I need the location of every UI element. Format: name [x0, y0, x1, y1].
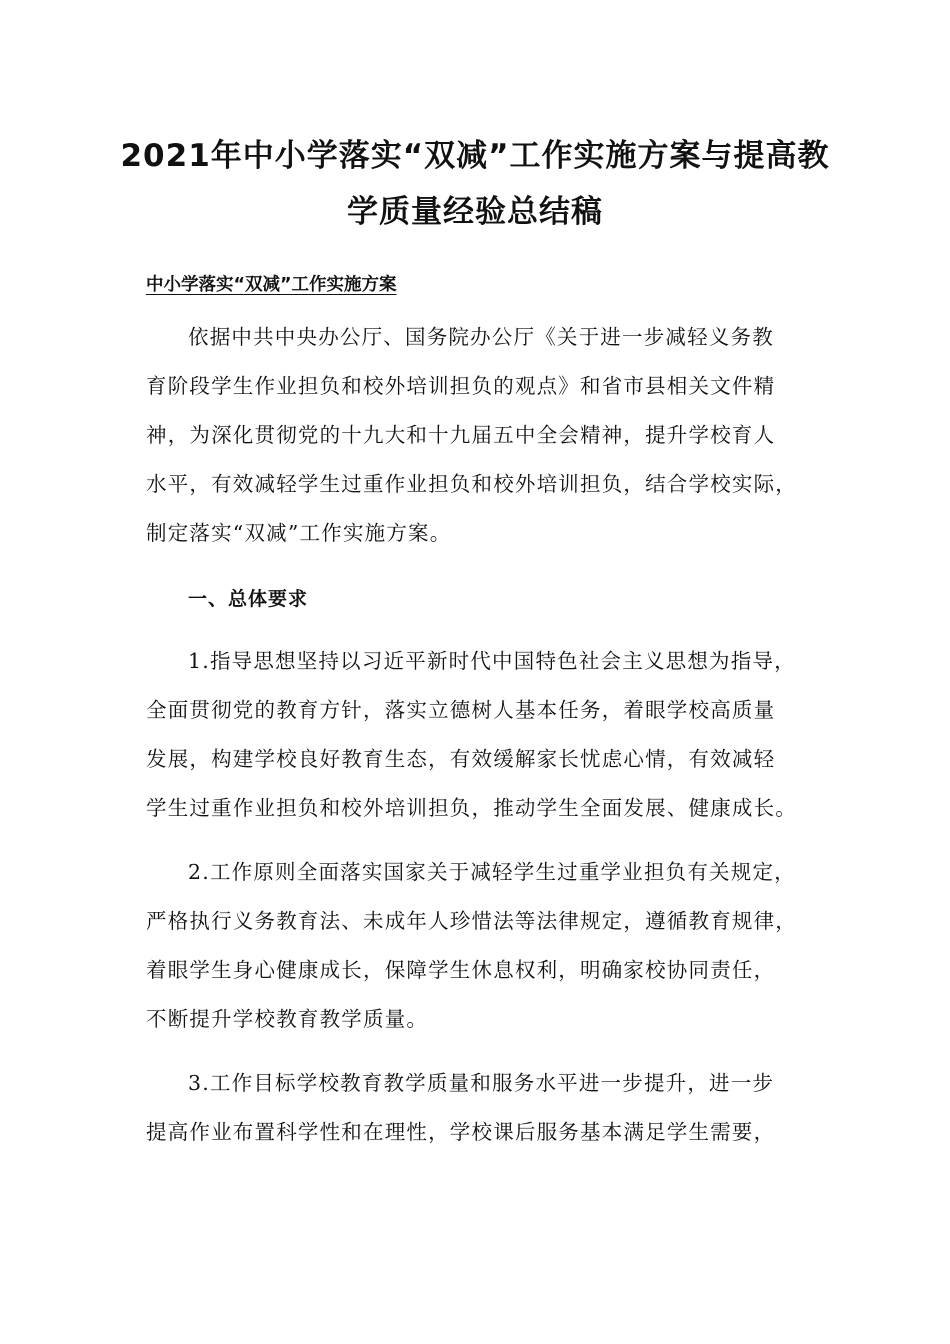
item-3-paragraph: [146, 1059, 814, 1157]
item1-line-1: 1.指导思想坚持以习近平新时代中国特色社会主义思想为指导，: [188, 649, 796, 673]
sub-heading-general-requirements: 一、总体要求: [188, 588, 309, 610]
item1-line-3: 发展，构建学校良好教育生态，有效缓解家长忧虑心情，有效减轻: [146, 747, 776, 771]
item-1-paragraph: [146, 637, 814, 833]
title-line-2: 学质量经验总结稿: [347, 194, 603, 230]
item2-line-3: 着眼学生身心健康成长，保障学生休息权利，明确家校协同责任，: [146, 958, 776, 982]
item1-line-4: 学生过重作业担负和校外培训担负，推动学生全面发展、健康成长。: [146, 796, 797, 820]
intro-line-1: 依据中共中央办公厅、国务院办公厅《关于进一步减轻义务教: [188, 325, 774, 349]
document-title: [120, 128, 830, 240]
title-line-1: 2021年中小学落实“双减”工作实施方案与提高教: [120, 138, 830, 174]
intro-line-4: 水平，有效减轻学生过重作业担负和校外培训担负，结合学校实际，: [146, 472, 797, 496]
item3-line-1: 3.工作目标学校教育教学质量和服务水平进一步提升，进一步: [188, 1071, 775, 1095]
intro-line-5: 制定落实“双减”工作实施方案。: [146, 521, 452, 545]
item2-line-1: 2.工作原则全面落实国家关于减轻学生过重学业担负有关规定，: [188, 860, 796, 884]
item3-line-2: 提高作业布置科学性和在理性，学校课后服务基本满足学生需要，: [146, 1120, 776, 1144]
intro-paragraph: [146, 313, 814, 558]
item1-line-2: 全面贯彻党的教育方针，落实立德树人基本任务，着眼学校高质量: [146, 698, 776, 722]
item2-line-2: 严格执行义务教育法、未成年人珍惜法等法律规定，遵循教育规律，: [146, 909, 797, 933]
item2-line-4: 不断提升学校教育教学质量。: [146, 1007, 429, 1031]
intro-line-2: 育阶段学生作业担负和校外培训担负的观点》和省市县相关文件精: [146, 374, 776, 398]
intro-line-3: 神，为深化贯彻党的十九大和十九届五中全会精神，提升学校育人: [146, 423, 776, 447]
section-heading: 中小学落实“双减”工作实施方案: [146, 275, 397, 295]
item-2-paragraph: [146, 848, 814, 1044]
